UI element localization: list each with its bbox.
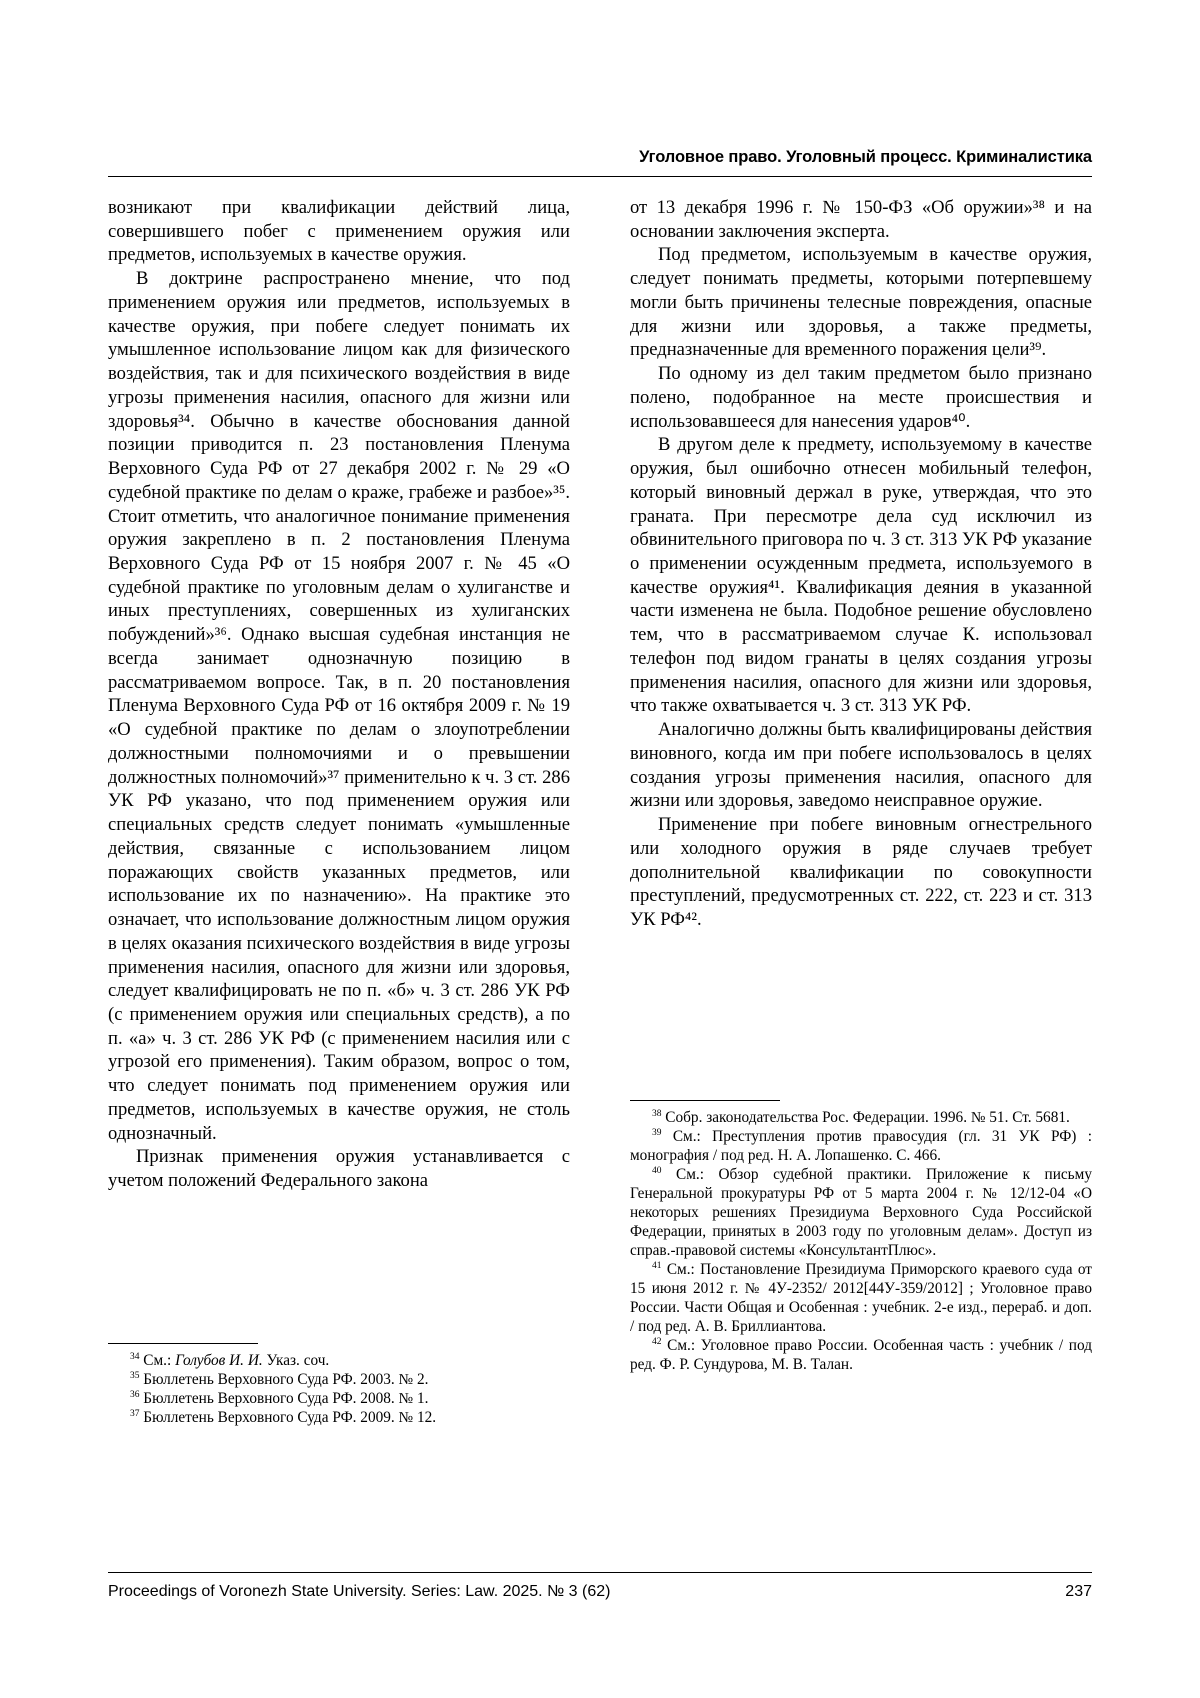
footnote-marker: 37 bbox=[130, 1409, 140, 1419]
footnote-item bbox=[630, 1336, 1092, 1374]
footnote-item bbox=[108, 1408, 570, 1427]
footnote-marker: 34 bbox=[130, 1351, 140, 1362]
footnote-text-tail: Указ. соч. bbox=[262, 1352, 330, 1369]
right-column bbox=[630, 196, 1092, 932]
page-number: 237 bbox=[1065, 1583, 1092, 1600]
footnote-text: См.: Уголовное право России. Особенная часть : учебник / под ред. Ф. Р. Сундурова, М. В. Талан. bbox=[630, 1337, 1092, 1374]
paragraph: По одному из дел таким предметом было признано полено, подобранное на месте происшествия и использовавшееся для нанесения ударов⁴⁰. bbox=[630, 363, 1092, 432]
footnote-text: Бюллетень Верховного Суда РФ. 2003. № 2. bbox=[143, 1371, 429, 1389]
footnote-author: Голубов И. И. bbox=[175, 1352, 263, 1369]
footnote-marker: 41 bbox=[652, 1261, 662, 1272]
page-footer bbox=[108, 1583, 1092, 1601]
footnote-marker: 42 bbox=[652, 1337, 662, 1348]
paragraph: В другом деле к предмету, используемому в качестве оружия, был ошибочно отнесен мобильный телефон, который виновный держал в руке, утверждая, что это граната. При пересмотре дела суд исключил из обвинительного приговора по ч. 3 ст. 313 УК РФ указание о применении осужденным предмета, используемого в качестве оружия⁴¹. Квалификация деяния в указанной части изменена не была. Подобное решение обусловлено тем, что в рассматриваемом случае К. использовал телефон под видом гранаты в целях создания угрозы применения насилия, опасного для жизни или здоровья, что также охватывается ч. 3 ст. 313 УК РФ. bbox=[630, 434, 1092, 717]
footnote-item bbox=[108, 1370, 570, 1389]
footnote-item bbox=[630, 1127, 1092, 1165]
footnote-separator-rule bbox=[630, 1100, 780, 1101]
footnote-text: См.: Постановление Президиума Приморского краевого суда от 15 июня 2012 г. № 4У-2352/ 2012[44У-359/2012] ; Уголовное право России. Части Общая и Особенная : учебник. 2-е изд., перераб. и доп. / под ред. А. В. Бриллиантова. bbox=[630, 1261, 1092, 1336]
footnote-text: Собр. законодательства Рос. Федерации. 1996. № 51. Ст. 5681. bbox=[665, 1109, 1070, 1126]
footer-rule bbox=[108, 1572, 1092, 1573]
paragraph: Аналогично должны быть квалифицированы действия виновного, когда им при побеге использовалось в целях создания угрозы применения насилия, опасного для жизни или здоровья, заведомо неисправное оружие. bbox=[630, 719, 1092, 812]
footer-citation: Proceedings of Voronezh State University. Series: Law. 2025. № 3 (62) bbox=[108, 1583, 611, 1600]
footnote-marker: 40 bbox=[652, 1166, 662, 1176]
footnote-item bbox=[630, 1165, 1092, 1260]
paragraph: Признак применения оружия устанавливается с учетом положений Федерального закона bbox=[108, 1146, 570, 1192]
footnote-marker: 35 bbox=[130, 1370, 140, 1381]
paragraph: Применение при побеге виновным огнестрельного или холодного оружия в ряде случаев требует дополнительной квалификации по совокупности преступлений, предусмотренных ст. 222, ст. 223 и ст. 313 УК РФ⁴². bbox=[630, 814, 1092, 931]
header-rule bbox=[108, 176, 1092, 177]
footnote-item bbox=[630, 1108, 1092, 1127]
footnotes-right bbox=[630, 1100, 1092, 1374]
footnote-text: См.: Обзор судебной практики. Приложение к письму Генеральной прокуратуры РФ от 5 марта 2004 г. № 12/12-04 «О некоторых решениях Президиума Верховного Суда Российской Федерации, принятых в 2003 году по уголовным делам». Доступ из справ.-правовой системы «КонсультантПлюс». bbox=[630, 1166, 1092, 1260]
paragraph: В доктрине распространено мнение, что под применением оружия или предметов, используемых в качестве оружия, при побеге следует понимать их умышленное использование лицом как для физического воздействия, так и для психического воздействия в виде угрозы применения насилия, опасного для жизни или здоровья³⁴. Обычно в качестве обоснования данной позиции приводится п. 23 постановления Пленума Верховного Суда РФ от 27 декабря 2002 г. № 29 «О судебной практике по делам о краже, грабеже и разбое»³⁵. Стоит отметить, что аналогичное понимание применения оружия закреплено в п. 2 постановления Пленума Верховного Суда РФ от 15 ноября 2007 г. № 45 «О судебной практике по уголовным делам о хулиганстве и иных преступлениях, совершенных из хулиганских побуждений»³⁶. Однако высшая судебная инстанция не всегда занимает однозначную позицию в рассматриваемом вопросе. Так, в п. 20 постановления Пленума Верховного Суда РФ от 16 октября 2009 г. № 19 «О судебной практике по делам о злоупотреблении должностными полномочиями и о превышении должностных полномочий»³⁷ применительно к ч. 3 ст. 286 УК РФ указано, что под применением оружия или специальных средств следует понимать «умышленные действия, связанные с использованием лицом поражающих свойств указанных предметов, или использование их по назначению». На практике это означает, что использование должностным лицом оружия в целях оказания психического воздействия в виде угрозы применения насилия, опасного для жизни или здоровья, следует квалифицировать не по п. «б» ч. 3 ст. 286 УК РФ (с применением оружия или специальных средств), а по п. «а» ч. 3 ст. 286 УК РФ (с применением насилия или с угрозой его применения). Таким образом, вопрос о том, что следует понимать под применением оружия или предметов, используемых в качестве оружия, не столь однозначный. bbox=[108, 268, 570, 1144]
footnote-text: См.: Преступления против правосудия (гл. 31 УК РФ) : монография / под ред. Н. А. Лопашенко. С. 466. bbox=[630, 1128, 1092, 1165]
footnote-marker: 39 bbox=[652, 1127, 662, 1138]
left-column bbox=[108, 196, 570, 1193]
footnote-item bbox=[630, 1260, 1092, 1336]
footnote-text: См.: bbox=[143, 1352, 176, 1369]
paragraph: Под предметом, используемым в качестве оружия, следует понимать предметы, которыми потерпевшему могли быть причинены телесные повреждения, опасные для жизни или здоровья, а также предметы, предназначенные для временного поражения цели³⁹. bbox=[630, 244, 1092, 361]
footnote-text: Бюллетень Верховного Суда РФ. 2008. № 1. bbox=[143, 1390, 429, 1408]
footnote-item bbox=[108, 1389, 570, 1408]
footnote-text: Бюллетень Верховного Суда РФ. 2009. № 12. bbox=[143, 1409, 437, 1427]
running-head: Уголовное право. Уголовный процесс. Криминалистика bbox=[639, 148, 1092, 166]
footnote-separator-rule bbox=[108, 1343, 258, 1344]
footnotes-left bbox=[108, 1343, 570, 1427]
paragraph: от 13 декабря 1996 г. № 150-ФЗ «Об оружии»³⁸ и на основании заключения эксперта. bbox=[630, 197, 1092, 242]
footnote-item bbox=[108, 1351, 570, 1370]
paragraph: возникают при квалификации действий лица, совершившего побег с применением оружия или предметов, используемых в качестве оружия. bbox=[108, 197, 570, 266]
footnote-marker: 36 bbox=[130, 1389, 140, 1400]
footnote-marker: 38 bbox=[652, 1108, 662, 1119]
